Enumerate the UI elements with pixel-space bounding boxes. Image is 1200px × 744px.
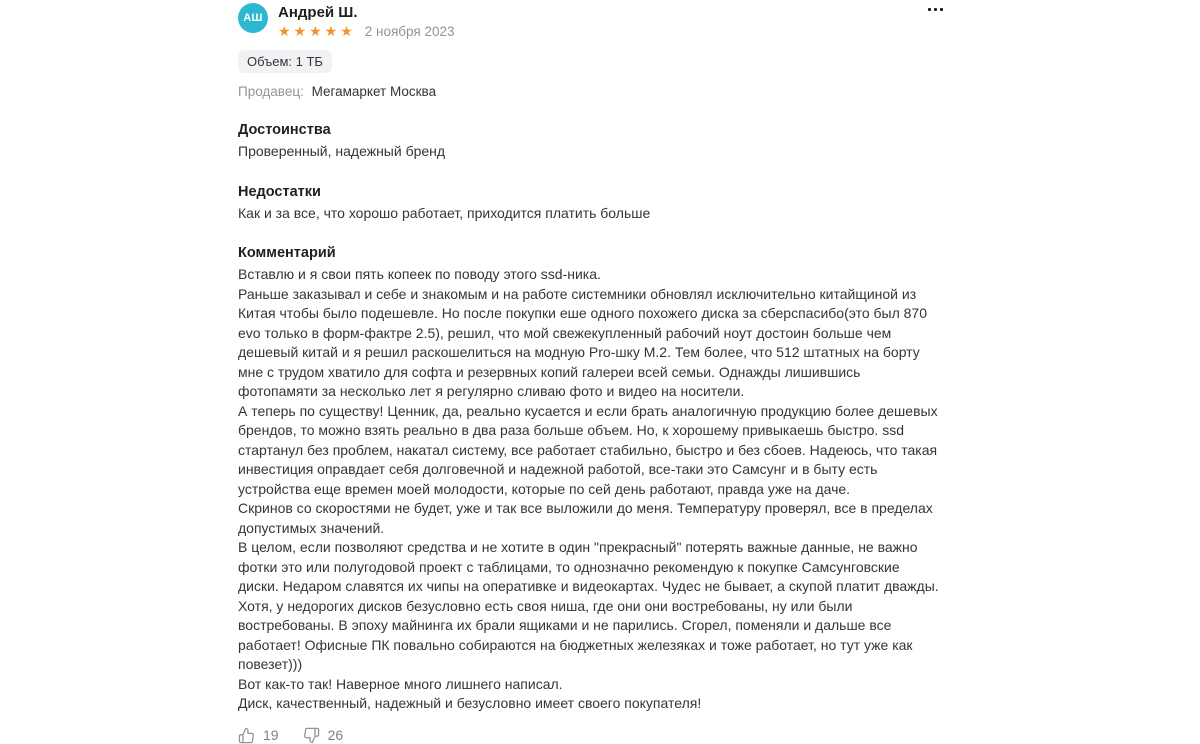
comment-text: Вставлю и я свои пять копеек по поводу этого ssd-ника. Раньше заказывал и себе и знакомым и на работе системники обновлял исключительно китайщиной из Китая чтобы было подешевле. Но после покупки еше одного похожего диска за сберспасибо(это был 870 evo только в форм-фактре 2.5), решил, что мой свежекупленный рабочий ноут достоин больше чем дешевый китай и я решил раскошелиться на модную Pro-шку M.2. Тем более, что 512 штатных на борту мне с трудом хватило для софта и резервных копий галереи всей семьи. Однажды лишившись фотопамяти за несколько лет я регулярно сливаю фото и видео на носители. А теперь по существу! Ценник, да, реально кусается и если брать аналогичную продукцию более дешевых брендов, то можно взять реально в два раза больше объем. Но, к хорошему привыкаешь быстро. ssd стартанул без проблем, накатал систему, все работает стабильно, быстро и без сбоев. Надеюсь, что такая инвестиция оправдает себя долговечной и надежной работой, все-таки это Самсунг и в быту есть устройства еще времен моей молодости, которые по сей день работают, правда уже на даче. Скринов со скоростями не будет, уже и так все выложили до меня. Температуру проверял, все в пределах допустимых значений. В целом, если позволяют средства и не хотите в один "прекрасный" потерять важные данные, не важно фотки это или полугодовой проект с таблицами, то однозначно рекомендую к покупке Самсунговские диски. Недаром славятся их чипы на оперативке и видеокартах. Чудес не бывает, а скупой платит дважды. Хотя, у недорогих дисков безусловно есть своя ниша, где они они востребованы, ну или были востребованы. В эпоху майнинга их брали ящиками и не парились. Сгорел, поменяли и дальше все работает! Офисные ПК повально собираются на бюджетных железяках и тоже работает, но тут уже как повезет))) Вот как-то так! Наверное много лишнего написал. Диск, качественный, надежный и безусловно имеет своего покупателя! (238, 266, 939, 711)
review-date: 2 ноября 2023 (364, 23, 455, 39)
pros-section (238, 121, 942, 162)
cons-title: Недостатки (238, 183, 321, 200)
thumbs-down-count: 26 (327, 727, 344, 743)
thumbs-up-icon (238, 727, 255, 744)
author-block (278, 3, 454, 39)
rating-row (278, 23, 454, 39)
thumbs-up-button[interactable] (238, 727, 279, 744)
comment-section (238, 244, 942, 714)
thumbs-up-count: 19 (263, 727, 279, 743)
comment-title: Комментарий (238, 245, 336, 261)
thumbs-down-icon (303, 727, 320, 744)
avatar: АШ (238, 3, 268, 33)
review-card (238, 3, 942, 744)
cons-text: Как и за все, что хорошо работает, приходится платить больше (238, 204, 651, 221)
star-rating: ★★★★★ (278, 23, 356, 39)
author-name: Андрей Ш. (278, 4, 358, 21)
thumbs-down-button[interactable] (303, 727, 344, 744)
votes-row (238, 727, 942, 744)
seller-row (238, 83, 942, 100)
seller-value: Мегамаркет Москва (311, 84, 437, 99)
cons-section (238, 183, 942, 224)
seller-label: Продавец: (238, 84, 304, 99)
pros-title: Достоинства (238, 122, 331, 138)
pros-text: Проверенный, надежный бренд (238, 143, 446, 159)
volume-chip: Объем: 1 ТБ (238, 50, 332, 73)
review-header (238, 3, 942, 39)
